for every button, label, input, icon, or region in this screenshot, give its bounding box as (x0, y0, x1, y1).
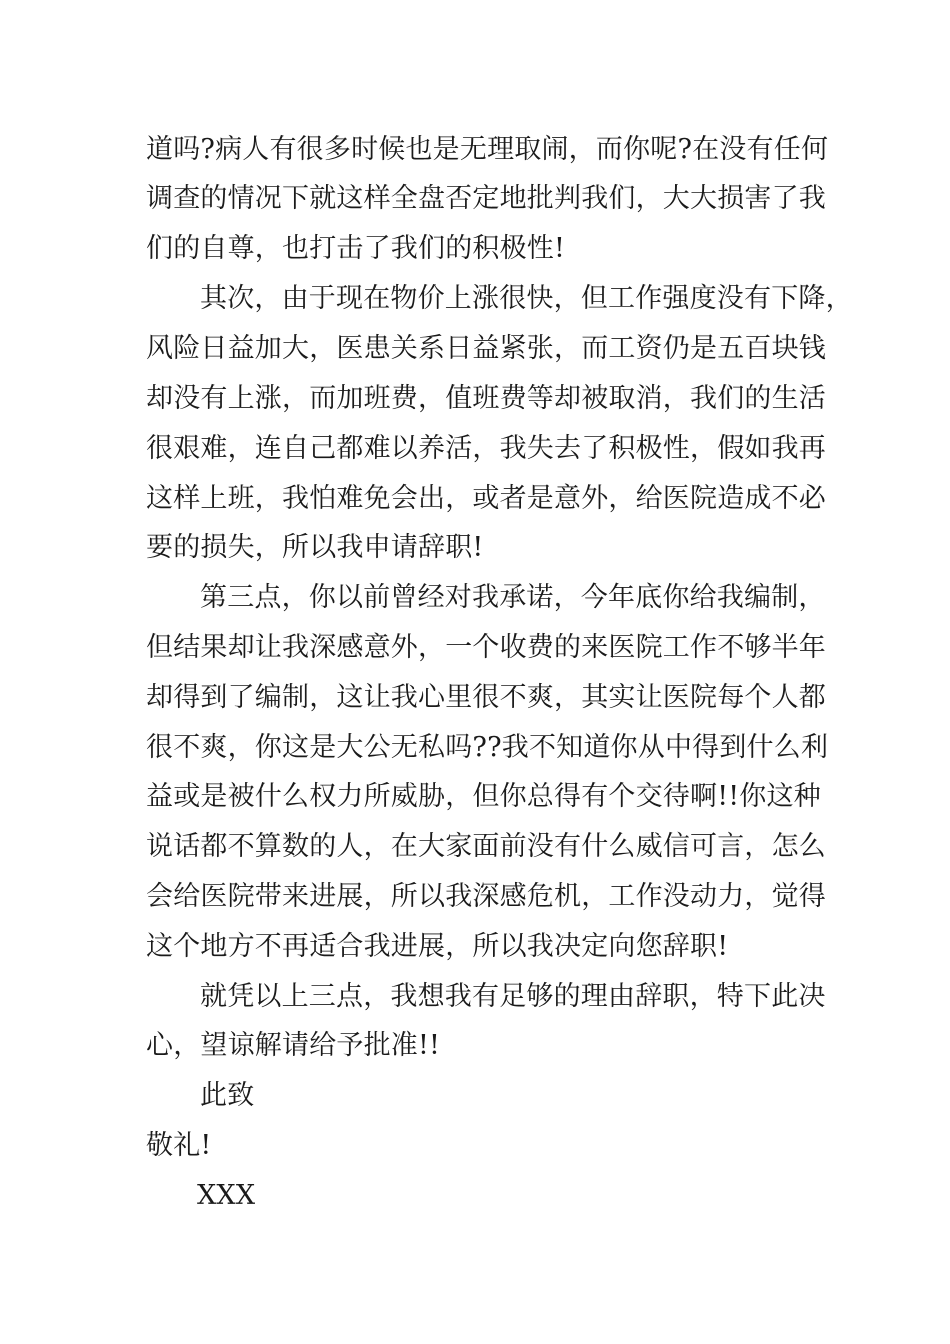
text-line: 会给医院带来进展，所以我深感危机，工作没动力，觉得 (146, 881, 826, 912)
text-line: 调查的情况下就这样全盘否定地批判我们，大大损害了我 (146, 183, 826, 214)
text-line: 心，望谅解请给予批准!! (146, 1030, 441, 1061)
text-line: 却得到了编制，这让我心里很不爽，其实让医院每个人都 (146, 682, 826, 713)
text-line: 风险日益加大，医患关系日益紧张，而工资仍是五百块钱 (146, 333, 826, 364)
text-line: 却没有上涨，而加班费，值班费等却被取消，我们的生活 (146, 383, 826, 414)
paragraph-start-line: 其次，由于现在物价上涨很快，但工作强度没有下降， (200, 283, 853, 314)
text-line: 但结果却让我深感意外，一个收费的来医院工作不够半年 (146, 632, 826, 663)
text-line: 说话都不算数的人，在大家面前没有什么威信可言，怎么 (146, 831, 826, 862)
text-line: 很不爽，你这是大公无私吗??我不知道你从中得到什么利 (146, 732, 829, 763)
text-line: 益或是被什么权力所威胁，但你总得有个交待啊!!你这种 (146, 781, 821, 812)
text-line: 这个地方不再适合我进展，所以我决定向您辞职! (146, 931, 729, 962)
signature: XXX (197, 1180, 256, 1211)
text-line: 道吗?病人有很多时候也是无理取闹，而你呢?在没有任何 (146, 134, 829, 165)
closing-salute: 敬礼! (146, 1130, 212, 1161)
text-line: 这样上班，我怕难免会出，或者是意外，给医院造成不必 (146, 483, 826, 514)
paragraph-start-line: 就凭以上三点，我想我有足够的理由辞职，特下此决 (200, 981, 826, 1012)
text-line: 要的损失，所以我申请辞职! (146, 532, 484, 563)
closing-greeting: 此致 (200, 1080, 255, 1111)
text-line: 们的自尊，也打击了我们的积极性! (146, 233, 566, 264)
text-line: 很艰难，连自己都难以养活，我失去了积极性，假如我再 (146, 433, 826, 464)
paragraph-start-line: 第三点，你以前曾经对我承诺，今年底你给我编制， (200, 582, 826, 613)
